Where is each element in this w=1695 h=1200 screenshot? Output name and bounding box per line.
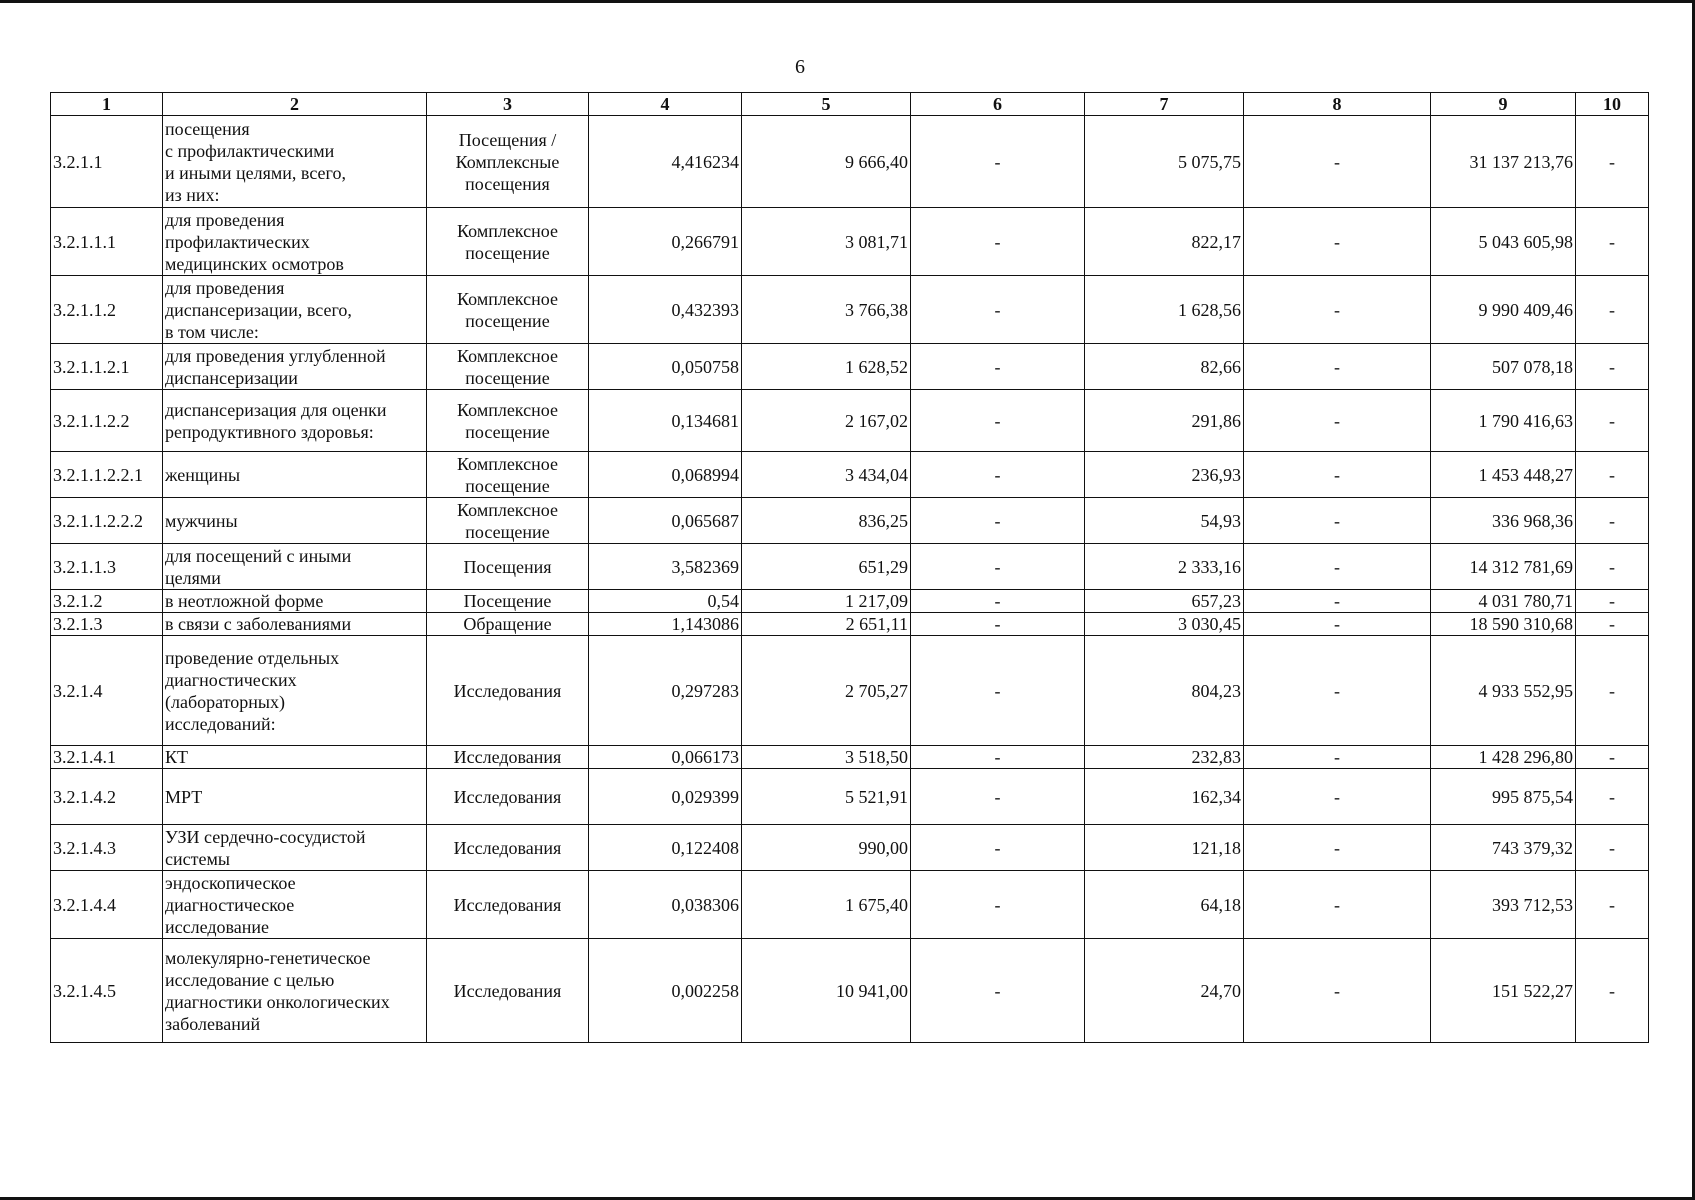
col8-value-cell: - (1244, 939, 1431, 1043)
table-row (51, 344, 1649, 390)
col4-value-cell: 4,416234 (589, 116, 742, 208)
col10-value-cell: - (1576, 939, 1649, 1043)
row-unit-cell (427, 871, 589, 939)
row-unit-cell (427, 636, 589, 746)
col8-value-cell: - (1244, 613, 1431, 636)
table-row (51, 390, 1649, 452)
row-code-cell: 3.2.1.4.4 (51, 871, 163, 939)
row-name-cell-line: исследование с целью (165, 969, 335, 990)
row-name-cell-line: диспансеризации, всего, (165, 299, 352, 320)
col10-value-cell: - (1576, 544, 1649, 590)
table-row (51, 590, 1649, 613)
row-name-cell-line: медицинских осмотров (165, 253, 344, 274)
row-unit-cell-line: Комплексное (457, 499, 558, 520)
col5-value-cell: 2 651,11 (742, 613, 911, 636)
row-unit-cell-line: посещения (465, 173, 550, 194)
col9-value-cell: 507 078,18 (1431, 344, 1576, 390)
table-row (51, 116, 1649, 208)
row-unit-cell-line: Исследования (453, 747, 562, 767)
row-name-cell-line: для проведения (165, 209, 285, 230)
row-unit-cell (427, 769, 589, 825)
row-name-cell-line: для посещений с иными (165, 545, 352, 566)
header-cell: 4 (589, 93, 742, 116)
row-name-cell-line: для проведения углубленной (165, 345, 386, 366)
row-name-cell (163, 871, 427, 939)
col5-value-cell: 1 675,40 (742, 871, 911, 939)
col4-value-cell: 3,582369 (589, 544, 742, 590)
col9-value-cell: 5 043 605,98 (1431, 208, 1576, 276)
row-name-cell-line: в неотложной форме (165, 591, 324, 611)
table-row (51, 939, 1649, 1043)
col8-value-cell: - (1244, 498, 1431, 544)
row-code-cell: 3.2.1.1.3 (51, 544, 163, 590)
row-name-cell (163, 452, 427, 498)
row-code-cell: 3.2.1.4.1 (51, 746, 163, 769)
col10-value-cell: - (1576, 746, 1649, 769)
row-name-cell-line: (лабораторных) (165, 691, 285, 712)
row-name-cell (163, 276, 427, 344)
row-name-cell-line: и иными целями, всего, (165, 162, 346, 183)
col9-value-cell: 9 990 409,46 (1431, 276, 1576, 344)
col7-value-cell: 236,93 (1085, 452, 1244, 498)
row-unit-cell (427, 590, 589, 613)
col5-value-cell: 2 705,27 (742, 636, 911, 746)
row-name-cell (163, 344, 427, 390)
col8-value-cell: - (1244, 116, 1431, 208)
col10-value-cell: - (1576, 344, 1649, 390)
col8-value-cell: - (1244, 452, 1431, 498)
row-name-cell-line: целями (165, 567, 221, 588)
col8-value-cell: - (1244, 390, 1431, 452)
col9-value-cell: 1 453 448,27 (1431, 452, 1576, 498)
col7-value-cell: 54,93 (1085, 498, 1244, 544)
col6-value-cell: - (911, 939, 1085, 1043)
col10-value-cell: - (1576, 276, 1649, 344)
row-unit-cell-line: Посещения / (458, 129, 557, 150)
row-unit-cell-line: Посещение (463, 591, 552, 611)
row-unit-cell-line: посещение (465, 475, 550, 496)
row-name-cell-line: из них: (165, 184, 220, 205)
col6-value-cell: - (911, 208, 1085, 276)
row-name-cell-line: проведение отдельных (165, 647, 340, 668)
row-name-cell-line: диспансеризации (165, 367, 298, 388)
row-name-cell (163, 208, 427, 276)
col4-value-cell: 0,068994 (589, 452, 742, 498)
col7-value-cell: 162,34 (1085, 769, 1244, 825)
col5-value-cell: 836,25 (742, 498, 911, 544)
col4-value-cell: 0,54 (589, 590, 742, 613)
col8-value-cell: - (1244, 825, 1431, 871)
col7-value-cell: 24,70 (1085, 939, 1244, 1043)
col8-value-cell: - (1244, 871, 1431, 939)
header-cell: 5 (742, 93, 911, 116)
row-name-cell-line: диспансеризация для оценки (165, 399, 387, 420)
row-name-cell-line: диагностическое (165, 894, 295, 915)
row-code-cell: 3.2.1.4.3 (51, 825, 163, 871)
row-name-cell (163, 613, 427, 636)
col7-value-cell: 2 333,16 (1085, 544, 1244, 590)
col9-value-cell: 336 968,36 (1431, 498, 1576, 544)
col5-value-cell: 3 434,04 (742, 452, 911, 498)
table-row (51, 636, 1649, 746)
col10-value-cell: - (1576, 590, 1649, 613)
header-cell: 7 (1085, 93, 1244, 116)
row-unit-cell-line: Комплексное (457, 345, 558, 366)
col6-value-cell: - (911, 390, 1085, 452)
row-code-cell: 3.2.1.4 (51, 636, 163, 746)
row-name-cell (163, 825, 427, 871)
col4-value-cell: 0,029399 (589, 769, 742, 825)
row-unit-cell (427, 390, 589, 452)
col5-value-cell: 3 518,50 (742, 746, 911, 769)
row-name-cell (163, 498, 427, 544)
col4-value-cell: 0,050758 (589, 344, 742, 390)
row-name-cell-line: с профилактическими (165, 140, 335, 161)
row-name-cell-line: системы (165, 848, 230, 869)
col10-value-cell: - (1576, 390, 1649, 452)
col4-value-cell: 0,065687 (589, 498, 742, 544)
col10-value-cell: - (1576, 452, 1649, 498)
col5-value-cell: 9 666,40 (742, 116, 911, 208)
col4-value-cell: 0,066173 (589, 746, 742, 769)
col5-value-cell: 1 217,09 (742, 590, 911, 613)
row-name-cell-line: КТ (165, 747, 189, 767)
row-unit-cell-line: Комплексное (457, 399, 558, 420)
row-name-cell-line: диагностики онкологических (165, 991, 390, 1012)
row-unit-cell-line: Комплексное (457, 220, 558, 241)
row-unit-cell-line: Обращение (463, 614, 552, 634)
col7-value-cell: 291,86 (1085, 390, 1244, 452)
row-unit-cell-line: Комплексное (457, 453, 558, 474)
col4-value-cell: 0,038306 (589, 871, 742, 939)
page-number: 6 (795, 56, 805, 78)
row-unit-cell (427, 613, 589, 636)
col8-value-cell: - (1244, 276, 1431, 344)
col4-value-cell: 0,266791 (589, 208, 742, 276)
row-name-cell (163, 746, 427, 769)
col4-value-cell: 1,143086 (589, 613, 742, 636)
col6-value-cell: - (911, 344, 1085, 390)
col10-value-cell: - (1576, 636, 1649, 746)
col8-value-cell: - (1244, 344, 1431, 390)
header-cell: 9 (1431, 93, 1576, 116)
row-unit-cell (427, 208, 589, 276)
col4-value-cell: 0,002258 (589, 939, 742, 1043)
row-unit-cell-line: Комплексные (455, 151, 560, 172)
row-unit-cell-line: посещение (465, 521, 550, 542)
row-name-cell-line: заболеваний (165, 1013, 261, 1034)
row-name-cell-line: исследование (165, 916, 270, 937)
table-row (51, 769, 1649, 825)
col6-value-cell: - (911, 590, 1085, 613)
row-code-cell: 3.2.1.3 (51, 613, 163, 636)
col8-value-cell: - (1244, 544, 1431, 590)
col5-value-cell: 990,00 (742, 825, 911, 871)
col6-value-cell: - (911, 746, 1085, 769)
row-name-cell-line: в том числе: (165, 321, 259, 342)
col9-value-cell: 743 379,32 (1431, 825, 1576, 871)
col5-value-cell: 3 081,71 (742, 208, 911, 276)
col7-value-cell: 64,18 (1085, 871, 1244, 939)
tariff-table (50, 92, 1649, 1043)
col6-value-cell: - (911, 871, 1085, 939)
col5-value-cell: 651,29 (742, 544, 911, 590)
row-name-cell-line: мужчины (165, 510, 238, 531)
col6-value-cell: - (911, 116, 1085, 208)
header-cell: 3 (427, 93, 589, 116)
col10-value-cell: - (1576, 613, 1649, 636)
header-cell: 2 (163, 93, 427, 116)
col6-value-cell: - (911, 636, 1085, 746)
row-code-cell: 3.2.1.2 (51, 590, 163, 613)
col8-value-cell: - (1244, 208, 1431, 276)
col9-value-cell: 1 428 296,80 (1431, 746, 1576, 769)
row-code-cell: 3.2.1.1.2.1 (51, 344, 163, 390)
col7-value-cell: 121,18 (1085, 825, 1244, 871)
row-name-cell (163, 590, 427, 613)
row-name-cell-line: посещения (165, 118, 250, 139)
row-code-cell: 3.2.1.1.2.2.1 (51, 452, 163, 498)
col10-value-cell: - (1576, 825, 1649, 871)
row-name-cell-line: эндоскопическое (165, 872, 296, 893)
col4-value-cell: 0,122408 (589, 825, 742, 871)
row-code-cell: 3.2.1.1.2.2.2 (51, 498, 163, 544)
col9-value-cell: 4 031 780,71 (1431, 590, 1576, 613)
row-code-cell: 3.2.1.1.2 (51, 276, 163, 344)
col9-value-cell: 995 875,54 (1431, 769, 1576, 825)
table-body (51, 116, 1649, 1043)
col7-value-cell: 657,23 (1085, 590, 1244, 613)
row-name-cell-line: для проведения (165, 277, 285, 298)
col6-value-cell: - (911, 613, 1085, 636)
row-unit-cell-line: Исследования (453, 980, 562, 1001)
col9-value-cell: 18 590 310,68 (1431, 613, 1576, 636)
header-cell: 6 (911, 93, 1085, 116)
col9-value-cell: 31 137 213,76 (1431, 116, 1576, 208)
header-cell: 8 (1244, 93, 1431, 116)
col5-value-cell: 2 167,02 (742, 390, 911, 452)
row-name-cell-line: женщины (165, 464, 241, 485)
header-row (51, 93, 1649, 116)
col8-value-cell: - (1244, 769, 1431, 825)
col8-value-cell: - (1244, 746, 1431, 769)
col10-value-cell: - (1576, 208, 1649, 276)
row-name-cell (163, 939, 427, 1043)
table-row (51, 276, 1649, 344)
table-row (51, 613, 1649, 636)
row-name-cell-line: молекулярно-генетическое (165, 947, 371, 968)
col6-value-cell: - (911, 452, 1085, 498)
table-row (51, 498, 1649, 544)
row-name-cell-line: МРТ (165, 786, 203, 807)
table-row (51, 208, 1649, 276)
row-name-cell-line: в связи с заболеваниями (165, 614, 352, 634)
row-unit-cell-line: Исследования (453, 680, 562, 701)
col9-value-cell: 1 790 416,63 (1431, 390, 1576, 452)
row-name-cell (163, 636, 427, 746)
row-name-cell (163, 116, 427, 208)
header-cell: 10 (1576, 93, 1649, 116)
header-cell: 1 (51, 93, 163, 116)
col7-value-cell: 232,83 (1085, 746, 1244, 769)
col10-value-cell: - (1576, 769, 1649, 825)
row-code-cell: 3.2.1.1.1 (51, 208, 163, 276)
row-unit-cell-line: Посещения (463, 556, 552, 577)
col5-value-cell: 5 521,91 (742, 769, 911, 825)
row-code-cell: 3.2.1.1.2.2 (51, 390, 163, 452)
col7-value-cell: 5 075,75 (1085, 116, 1244, 208)
col10-value-cell: - (1576, 498, 1649, 544)
row-unit-cell-line: посещение (465, 242, 550, 263)
row-name-cell-line: профилактических (165, 231, 310, 252)
col5-value-cell: 10 941,00 (742, 939, 911, 1043)
col6-value-cell: - (911, 498, 1085, 544)
row-unit-cell-line: Исследования (453, 894, 562, 915)
col6-value-cell: - (911, 544, 1085, 590)
col9-value-cell: 4 933 552,95 (1431, 636, 1576, 746)
row-unit-cell-line: Комплексное (457, 288, 558, 309)
row-name-cell (163, 544, 427, 590)
row-unit-cell-line: Исследования (453, 786, 562, 807)
row-unit-cell-line: посещение (465, 310, 550, 331)
row-code-cell: 3.2.1.4.5 (51, 939, 163, 1043)
col10-value-cell: - (1576, 116, 1649, 208)
row-name-cell-line: исследований: (165, 713, 276, 734)
row-unit-cell (427, 825, 589, 871)
table-row (51, 452, 1649, 498)
row-unit-cell (427, 452, 589, 498)
col9-value-cell: 393 712,53 (1431, 871, 1576, 939)
table-row (51, 871, 1649, 939)
row-name-cell (163, 390, 427, 452)
row-unit-cell (427, 746, 589, 769)
col6-value-cell: - (911, 769, 1085, 825)
col10-value-cell: - (1576, 871, 1649, 939)
col6-value-cell: - (911, 276, 1085, 344)
row-name-cell-line: УЗИ сердечно-сосудистой (165, 826, 366, 847)
row-unit-cell-line: посещение (465, 421, 550, 442)
row-unit-cell (427, 344, 589, 390)
col9-value-cell: 14 312 781,69 (1431, 544, 1576, 590)
col4-value-cell: 0,297283 (589, 636, 742, 746)
row-name-cell-line: репродуктивного здоровья: (165, 421, 374, 442)
scan-border-top (0, 0, 1695, 3)
col7-value-cell: 822,17 (1085, 208, 1244, 276)
row-name-cell-line: диагностических (165, 669, 297, 690)
table-row (51, 825, 1649, 871)
row-unit-cell (427, 939, 589, 1043)
col6-value-cell: - (911, 825, 1085, 871)
row-unit-cell-line: Исследования (453, 837, 562, 858)
table-row (51, 544, 1649, 590)
col4-value-cell: 0,432393 (589, 276, 742, 344)
col8-value-cell: - (1244, 590, 1431, 613)
col7-value-cell: 804,23 (1085, 636, 1244, 746)
row-name-cell (163, 769, 427, 825)
row-unit-cell-line: посещение (465, 367, 550, 388)
row-unit-cell (427, 276, 589, 344)
col5-value-cell: 1 628,52 (742, 344, 911, 390)
row-code-cell: 3.2.1.1 (51, 116, 163, 208)
row-unit-cell (427, 544, 589, 590)
row-code-cell: 3.2.1.4.2 (51, 769, 163, 825)
col7-value-cell: 82,66 (1085, 344, 1244, 390)
col4-value-cell: 0,134681 (589, 390, 742, 452)
row-unit-cell (427, 116, 589, 208)
col5-value-cell: 3 766,38 (742, 276, 911, 344)
col7-value-cell: 1 628,56 (1085, 276, 1244, 344)
col7-value-cell: 3 030,45 (1085, 613, 1244, 636)
row-unit-cell (427, 498, 589, 544)
table-row (51, 746, 1649, 769)
col8-value-cell: - (1244, 636, 1431, 746)
col9-value-cell: 151 522,27 (1431, 939, 1576, 1043)
